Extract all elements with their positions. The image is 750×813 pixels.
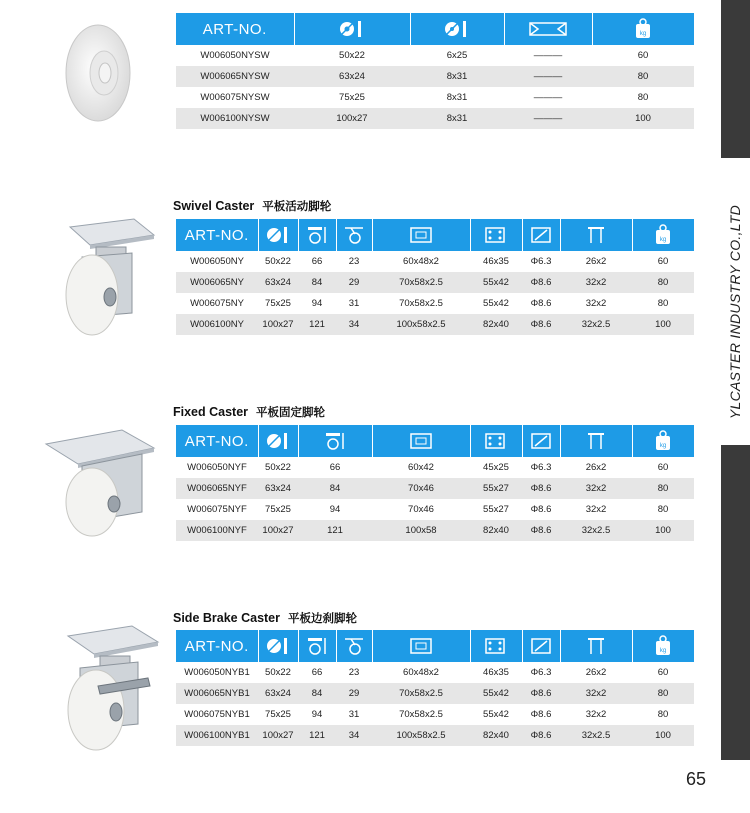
art-no-cell: W006075NYF (176, 499, 258, 520)
art-no-cell: W006100NYF (176, 520, 258, 541)
wheel-spec-table: ART-NO. kg W006050NYSW 50x22 6x25 ——— 60 W006065NYSW 63x24 8x31 ——— 80 W006075NYSW 75x25 8x31 ——— 80 W006100NYSW 100x27 8x31 ——— 100 (176, 13, 694, 129)
side-brake-spec-table: ART-NO. kg W006050NYB1 50x22 66 23 60x48x2 46x35 Φ6.3 26x2 60 W006065NYB1 63x24 84 29 70x58x2.5 55x42 Φ8.6 32x2 80 W006075NYB1 75x25 94 31 70x58x2.5 55x42 Φ8.6 32x2 80 W006100NYB1 100x27 121 34 100x58x2.5 82x40 Φ8.6 32x2.5 100 (176, 630, 694, 746)
top-plate-size-icon (409, 432, 433, 450)
side-bar-top (721, 0, 750, 158)
art-no-header: ART-NO. (176, 630, 258, 662)
side-brake-caster-image (58, 620, 168, 755)
bolt-hole-diameter-icon (530, 637, 552, 655)
art-no-cell: W006050NYSW (176, 45, 294, 66)
axle-bore-icon (443, 19, 471, 39)
art-no-cell: W006065NY (176, 272, 258, 293)
swivel-offset-icon (343, 636, 365, 656)
art-no-cell: W006065NYB1 (176, 683, 258, 704)
swivel-offset-icon (343, 225, 365, 245)
art-no-cell: W006075NYB1 (176, 704, 258, 725)
overall-height-icon (306, 636, 328, 656)
fixed-caster-title: Fixed Caster 平板固定脚轮 (173, 405, 326, 419)
load-capacity-kg-icon (633, 18, 653, 40)
wheel-diameter-width-icon (338, 19, 366, 39)
load-capacity-kg-icon (653, 430, 673, 452)
overall-height-icon (306, 225, 328, 245)
svg-text:kg: kg (640, 31, 647, 37)
art-no-header: ART-NO. (176, 13, 294, 45)
svg-text:kg: kg (660, 648, 667, 654)
wheel-diameter-width-icon (265, 636, 291, 656)
plate-thickness-icon (586, 225, 606, 245)
art-no-cell: W006065NYF (176, 478, 258, 499)
top-plate-size-icon (409, 637, 433, 655)
bolt-hole-diameter-icon (530, 432, 552, 450)
load-capacity-kg-icon (653, 224, 673, 246)
bolt-hole-spacing-icon (484, 226, 508, 244)
art-no-header: ART-NO. (176, 425, 258, 457)
plate-thickness-icon (586, 431, 606, 451)
top-plate-size-icon (409, 226, 433, 244)
bolt-hole-spacing-icon (484, 432, 508, 450)
wheel-image (58, 18, 138, 128)
art-no-cell: W006100NYB1 (176, 725, 258, 746)
hub-length-icon (528, 21, 568, 37)
swivel-caster-image (52, 213, 162, 343)
company-name: YLCASTER INDUSTRY CO.,LTD (727, 204, 743, 420)
side-bar-bottom (721, 445, 750, 760)
wheel-diameter-width-icon (265, 431, 291, 451)
art-no-cell: W006100NYSW (176, 108, 294, 129)
wheel-diameter-width-icon (265, 225, 291, 245)
art-no-cell: W006075NY (176, 293, 258, 314)
fixed-spec-table: ART-NO. kg W006050NYF 50x22 66 60x42 45x25 Φ6.3 26x2 60 W006065NYF 63x24 84 70x46 55x27 Φ8.6 32x2 80 W006075NYF 75x25 94 70x46 55x27 Φ8.6 32x2 80 W006100NYF 100x27 121 100x58 82x40 Φ8.6 32x2.5 100 (176, 425, 694, 541)
art-no-header: ART-NO. (176, 219, 258, 251)
art-no-cell: W006065NYSW (176, 66, 294, 87)
side-brake-caster-title: Side Brake Caster 平板边刹脚轮 (173, 611, 358, 625)
overall-height-icon (324, 431, 346, 451)
page-number: 65 (686, 768, 707, 789)
art-no-cell: W006100NY (176, 314, 258, 335)
svg-text:kg: kg (660, 237, 667, 243)
art-no-cell: W006050NY (176, 251, 258, 272)
swivel-caster-title: Swivel Caster 平板活动脚轮 (173, 199, 332, 213)
bolt-hole-spacing-icon (484, 637, 508, 655)
art-no-cell: W006050NYF (176, 457, 258, 478)
load-capacity-kg-icon (653, 635, 673, 657)
svg-text:kg: kg (660, 443, 667, 449)
art-no-cell: W006050NYB1 (176, 662, 258, 683)
art-no-cell: W006075NYSW (176, 87, 294, 108)
swivel-spec-table: ART-NO. kg W006050NY 50x22 66 23 60x48x2 46x35 Φ6.3 26x2 60 W006065NY 63x24 84 29 70x58x2.5 55x42 Φ8.6 32x2 80 W006075NY 75x25 94 31 70x58x2.5 55x42 Φ8.6 32x2 80 W006100NY 100x27 121 34 100x58x2.5 82x40 Φ8.6 32x2.5 100 (176, 219, 694, 335)
plate-thickness-icon (586, 636, 606, 656)
bolt-hole-diameter-icon (530, 226, 552, 244)
fixed-caster-image (42, 418, 162, 538)
